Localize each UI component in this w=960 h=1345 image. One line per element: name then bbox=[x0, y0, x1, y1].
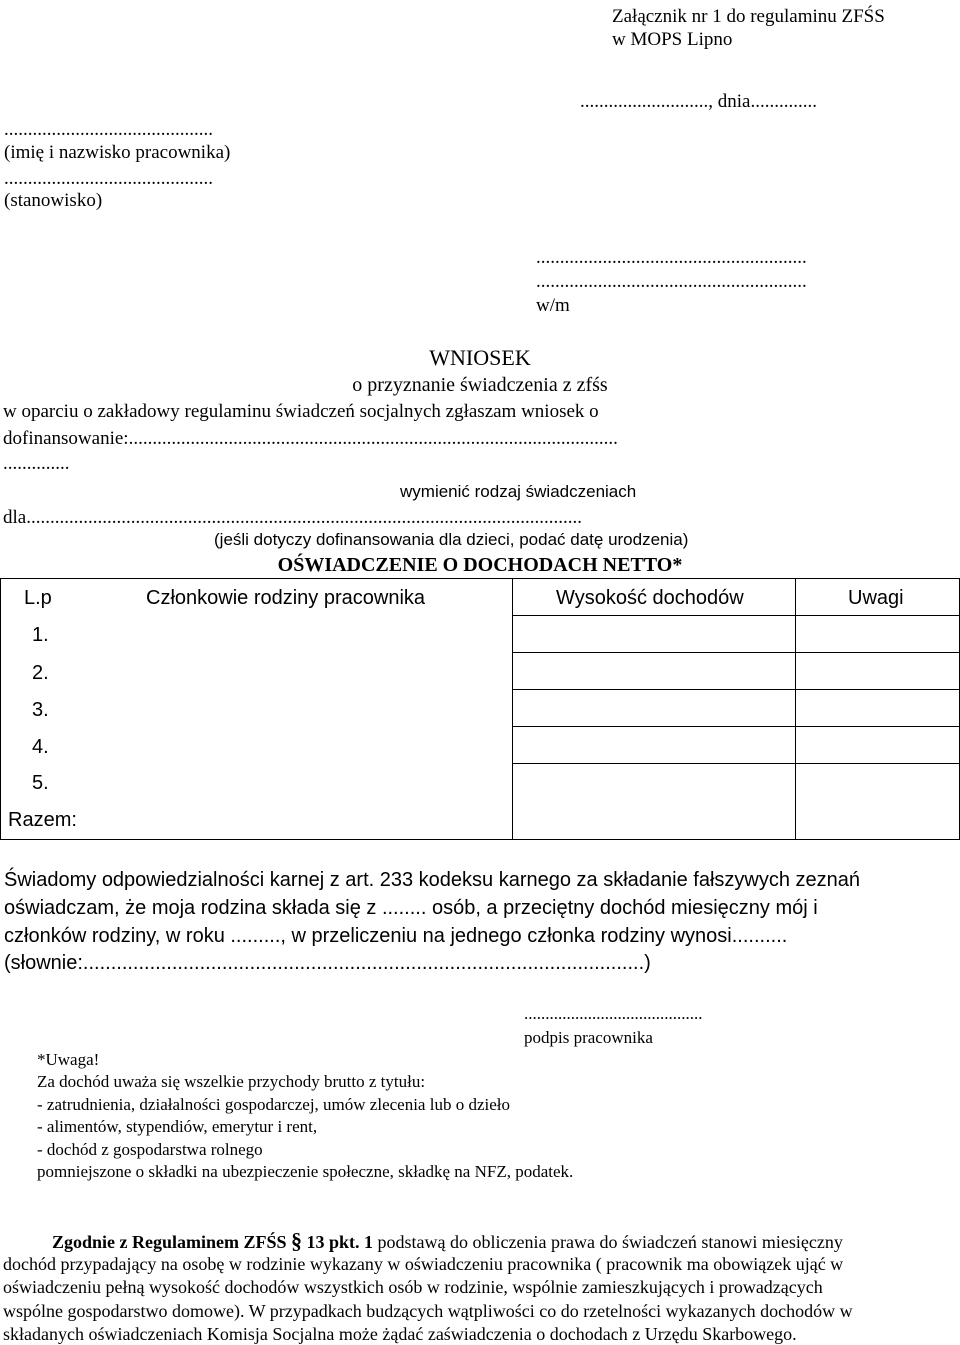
table-row-number: 2. bbox=[32, 662, 49, 684]
regulation-line-4: wspólne gospodarstwo domowe). W przypadkach budzących wątpliwości co do rzetelności wykazanych dochodów w bbox=[3, 1301, 853, 1321]
document-title: WNIOSEK bbox=[429, 345, 531, 370]
signature-label: podpis pracownika bbox=[524, 1028, 653, 1047]
employee-position-label: (stanowisko) bbox=[4, 190, 103, 211]
statement-line-4: (słownie:.....................................................................................................) bbox=[4, 952, 651, 974]
table-row-number: 1. bbox=[32, 624, 49, 646]
column-header-income: Wysokość dochodów bbox=[556, 587, 744, 609]
employee-position-dots: ............................................ bbox=[4, 168, 213, 189]
income-table bbox=[0, 578, 960, 840]
employee-name-label: (imię i nazwisko pracownika) bbox=[4, 142, 231, 163]
statement-line-1: Świadomy odpowiedzialności karnej z art. 233 kodeksu karnego za składanie fałszywych zeznań bbox=[4, 869, 861, 891]
statement-line-2: oświadczam, że moja rodzina składa się z ........ osób, a przeciętny dochód miesięczny mój i bbox=[4, 897, 818, 919]
request-line-3: .............. bbox=[3, 453, 70, 474]
column-header-lp: L.p bbox=[24, 587, 52, 609]
recipient-dots-2: ......................................................... bbox=[536, 271, 807, 292]
note-title: *Uwaga! bbox=[37, 1050, 100, 1069]
regulation-line-1 bbox=[52, 1229, 843, 1255]
regulation-bold-prefix: Zgodnie z Regulaminem ZFŚS bbox=[52, 1232, 287, 1252]
note-intro: Za dochód uważa się wszelkie przychody brutto z tytułu: bbox=[37, 1072, 426, 1091]
request-for-line: dla..................................................................................................................... bbox=[3, 507, 582, 528]
regulation-line-2: dochód przypadający na osobę w rodzinie wykazany w oświadczeniu pracownika ( pracownik ma obowiązek ująć w bbox=[3, 1254, 844, 1274]
note-item: - alimentów, stypendiów, emerytur i rent, bbox=[37, 1117, 318, 1136]
section-sign: § bbox=[291, 1228, 303, 1253]
note-item: - dochód z gospodarstwa rolnego bbox=[37, 1140, 263, 1159]
note-deduction: pomniejszone o składki na ubezpieczenie społeczne, składkę na NFZ, podatek. bbox=[37, 1162, 574, 1181]
request-for-hint: (jeśli dotyczy dofinansowania dla dzieci, podać datę urodzenia) bbox=[214, 530, 689, 549]
regulation-line-3: oświadczeniu pełną wysokość dochodów wszystkich osób w rodzinie, wspólnie zamieszkujących i prowadzących bbox=[3, 1277, 823, 1297]
note-item: - zatrudnienia, działalności gospodarczej, umów zlecenia lub o dzieło bbox=[37, 1095, 510, 1114]
document-subtitle: o przyznanie świadczenia z zfśs bbox=[352, 374, 608, 396]
regulation-line-5: składanych oświadczeniach Komisja Socjalna może żądać zaświadczenia o dochodach z Urzędu Skarbowego. bbox=[3, 1324, 797, 1344]
income-heading: OŚWIADCZENIE O DOCHODACH NETTO* bbox=[277, 554, 683, 576]
table-row-number: 3. bbox=[32, 699, 49, 721]
statement-line-3: członków rodziny, w roku ........., w przeliczeniu na jednego członka rodziny wynosi.......... bbox=[4, 925, 788, 947]
table-row-number: 4. bbox=[32, 736, 49, 758]
recipient-label: w/m bbox=[536, 295, 570, 316]
attachment-line-2: w MOPS Lipno bbox=[612, 29, 733, 50]
request-line-2: dofinansowanie:....................................................................................................... bbox=[3, 428, 618, 449]
date-line: ..........................., dnia.............. bbox=[580, 91, 817, 112]
employee-name-dots: ............................................ bbox=[4, 119, 213, 140]
recipient-dots-1: ......................................................... bbox=[536, 247, 807, 268]
table-total-label: Razem: bbox=[8, 809, 77, 831]
regulation-line-1-rest: podstawą do obliczenia prawa do świadczeń stanowi miesięczny bbox=[377, 1232, 843, 1252]
attachment-line-1: Załącznik nr 1 do regulaminu ZFŚS bbox=[612, 6, 885, 27]
regulation-bold-ref: 13 pkt. 1 bbox=[306, 1232, 374, 1252]
benefit-hint: wymienić rodzaj świadczeniach bbox=[400, 482, 637, 501]
column-header-notes: Uwagi bbox=[848, 587, 904, 609]
table-row-number: 5. bbox=[32, 772, 49, 794]
column-header-family-members: Członkowie rodziny pracownika bbox=[146, 587, 426, 609]
signature-dots: .......................................... bbox=[524, 1004, 703, 1023]
request-line-1: w oparciu o zakładowy regulaminu świadczeń socjalnych zgłaszam wniosek o bbox=[3, 401, 599, 422]
